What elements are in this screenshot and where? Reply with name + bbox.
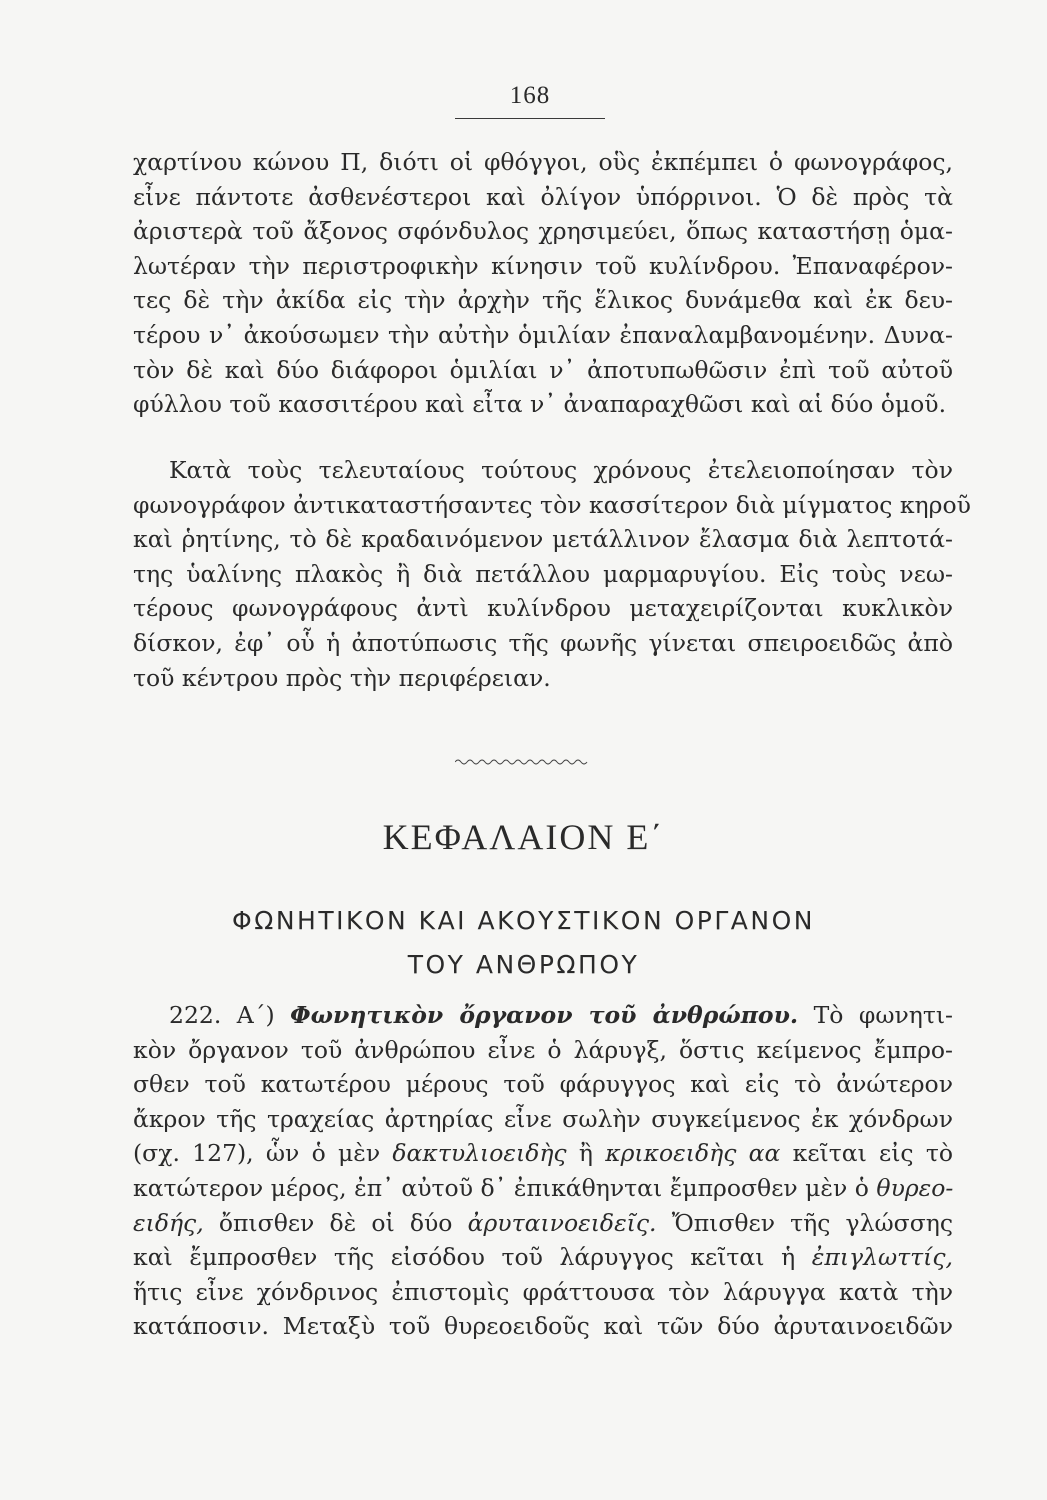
text-fragment: ὄπισθεν δὲ οἱ δύο [218, 1208, 453, 1237]
text-line: κατάποσιν. Μεταξὺ τοῦ θυρεοειδοῦς καὶ τῶν δύο ἀρυταινοειδῶν [133, 1312, 953, 1341]
text-line [133, 1206, 953, 1241]
section-number: 222. Α΄) [169, 1001, 275, 1029]
chapter-heading: ΚΕΦΑΛΑΙΟΝ Ε΄ [382, 817, 665, 857]
text-line: σθεν τοῦ κατωτέρου μέρους τοῦ φάρυγγος καὶ εἰς τὸ ἀνώτερον [133, 1070, 953, 1099]
text-line: χαρτίνου κώνου Π, διότι οἱ φθόγγοι, οὓς ἐκπέμπει ὁ φωνογράφος, [133, 148, 953, 176]
term-italic: ἐπιγλωττίς, [811, 1243, 953, 1272]
text-line [133, 1171, 953, 1206]
term-italic: δακτυλιοειδὴς [392, 1139, 567, 1168]
text-line: της ὑαλίνης πλακὸς ἢ διὰ πετάλλου μαρμαρυγίου. Εἰς τοὺς νεω- [133, 559, 953, 588]
term-italic: ἀρυταινοειδεῖς. [467, 1208, 657, 1237]
paragraph-phonograph-improvements [133, 453, 971, 695]
text-fragment: (σχ. 127), ὧν ὁ μὲν [133, 1139, 381, 1168]
text-line: τοῦ κέντρου πρὸς τὴν περιφέρειαν. [133, 663, 551, 692]
text-line: ἀριστερὰ τοῦ ἄξονος σφόνδυλος χρησιμεύει, ὅπως καταστήσῃ ὁμα- [133, 217, 953, 246]
text-fragment: καὶ ἔμπροσθεν τῆς εἰσόδου τοῦ λάρυγγος κεῖται ἡ [133, 1243, 796, 1272]
page-number: 168 [509, 82, 551, 109]
text-fragment: κεῖται εἰς τὸ [792, 1139, 953, 1168]
section-222-paragraph [133, 998, 953, 1344]
term-italic: ειδής, [133, 1208, 204, 1237]
text-line: τες δὲ τὴν ἀκίδα εἰς τὴν ἀρχὴν τῆς ἕλικος δυνάμεθα καὶ ἐκ δευ- [133, 286, 953, 315]
page-number-rule [455, 118, 605, 119]
text-line: τέρου ν᾿ ἀκούσωμεν τὴν αὐτὴν ὁμιλίαν ἐπαναλαμβανομένην. Δυνα- [133, 320, 953, 349]
text-line: κὸν ὄργανον τοῦ ἀνθρώπου εἶνε ὁ λάρυγξ, ὅστις κείμενος ἔμπρο- [133, 1035, 953, 1064]
text-line: ἄκρον τῆς τραχείας ἀρτηρίας εἶνε σωλὴν συγκείμενος ἐκ χόνδρων [133, 1104, 953, 1133]
text-line: ἥτις εἶνε χόνδρινος ἐπιστομὶς φράττουσα τὸν λάρυγγα κατὰ τὴν [133, 1277, 953, 1306]
text-fragment: ἢ [578, 1139, 593, 1168]
text-line: λωτέραν τὴν περιστροφικὴν κίνησιν τοῦ κυλίνδρου. Ἐπαναφέρον- [133, 251, 953, 280]
text-line: εἶνε πάντοτε ἀσθενέστεροι καὶ ὀλίγον ὑπόρρινοι. Ὁ δὲ πρὸς τὰ [133, 182, 953, 211]
text-line: Κατὰ τοὺς τελευταίους τούτους χρόνους ἐτελειοποίησαν τὸν [169, 456, 953, 484]
text-line: φύλλου τοῦ κασσιτέρου καὶ εἶτα ν᾿ ἀναπαραχθῶσι καὶ αἱ δύο ὁμοῦ. [133, 390, 947, 419]
text-line: δίσκον, ἐφ᾿ οὗ ἡ ἀποτύπωσις τῆς φωνῆς γίνεται σπειροειδῶς ἀπὸ [133, 628, 953, 657]
text-fragment: κατώτερον μέρος, ἐπ᾿ αὐτοῦ δ᾿ ἐπικάθηνται ἔμπροσθεν μὲν ὁ [133, 1173, 869, 1202]
text-fragment: Ὄπισθεν τῆς γλώσσης [671, 1208, 953, 1237]
text-line [133, 998, 953, 1033]
term-italic: κρικοειδὴς αα [605, 1139, 781, 1168]
text-line: τὸν δὲ καὶ δύο διάφοροι ὁμιλίαι ν᾿ ἀποτυπωθῶσιν ἐπὶ τοῦ αὐτοῦ [133, 355, 953, 384]
section-heading-continued: ΤΟΥ ΑΝΘΡΩΠΟΥ [407, 950, 640, 979]
text-fragment: Τὸ φωνητι- [813, 1001, 953, 1029]
section-title: Φωνητικὸν ὄργανον τοῦ ἀνθρώπου. [290, 1001, 799, 1029]
text-line [133, 1136, 953, 1171]
term-italic: θυρεο- [876, 1173, 954, 1202]
paragraph-phonograph-operation [133, 145, 953, 422]
section-heading: ΦΩΝΗΤΙΚΟΝ ΚΑΙ ΑΚΟΥΣΤΙΚΟΝ ΟΡΓΑΝΟΝ [232, 906, 815, 935]
text-line [133, 1240, 953, 1275]
text-line: τέρους φωνογράφους ἀντὶ κυλίνδρου μεταχειρίζονται κυκλικὸν [133, 594, 953, 623]
text-line: φωνογράφον ἀντικαταστήσαντες τὸν κασσίτερον διὰ μίγματος κηροῦ [133, 490, 971, 519]
text-line: καὶ ῥητίνης, τὸ δὲ κραδαινόμενον μετάλλινον ἔλασμα διὰ λεπτοτά- [133, 525, 953, 554]
wavy-divider [455, 754, 590, 770]
